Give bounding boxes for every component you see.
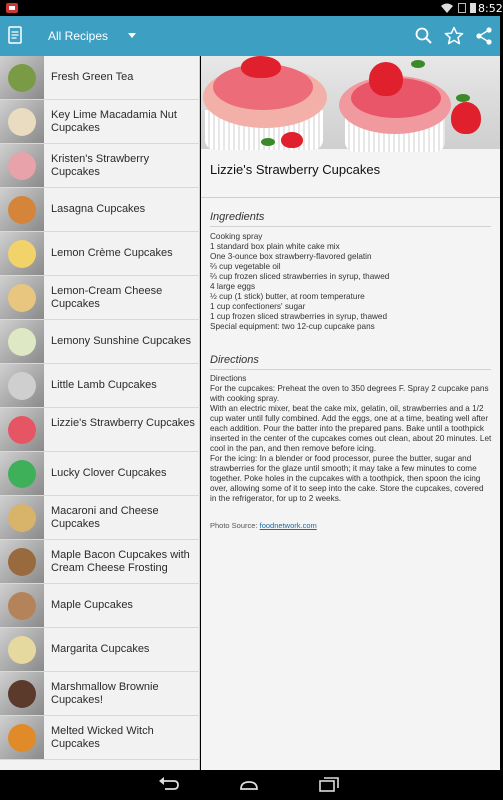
wifi-icon <box>440 2 454 14</box>
list-item[interactable] <box>0 584 200 628</box>
recipe-thumbnail <box>0 716 44 759</box>
list-item[interactable] <box>0 716 200 760</box>
notification-icon <box>6 3 18 13</box>
star-icon[interactable] <box>444 26 464 46</box>
photo-source-label: Photo Source: <box>210 521 258 530</box>
directions-paragraph: For the icing: In a blender or food processor, puree the butter, sugar and strawberries for the glaze until smooth; it may take a few minutes to come together. Poke holes in the cupcakes with a toothpick, then spoon the icing over, allowing some of it to seep into the cake. Store the cupcakes, covered in the refrigerator, for up to 2 weeks. <box>210 454 484 503</box>
search-icon[interactable] <box>414 26 434 46</box>
list-item-label: Fresh Green Tea <box>51 71 134 83</box>
list-item-label: Margarita Cupcakes <box>51 643 150 655</box>
recipe-thumbnail <box>0 232 44 275</box>
list-item[interactable] <box>0 408 200 452</box>
recipe-thumbnail <box>0 188 44 231</box>
list-item[interactable] <box>0 628 200 672</box>
spinner-label: All Recipes <box>48 29 109 43</box>
ingredients-divider <box>210 226 491 227</box>
list-item[interactable] <box>0 100 200 144</box>
recipe-list[interactable] <box>0 56 200 770</box>
list-item-label: Maple Cupcakes <box>51 599 133 611</box>
recipe-title: Lizzie's Strawberry Cupcakes <box>210 162 381 177</box>
sim-icon <box>458 3 466 13</box>
directions-heading: Directions <box>210 354 259 366</box>
list-item-label: Maple Bacon Cupcakes with Cream Cheese Frosting <box>51 549 190 574</box>
directions-paragraph: For the cupcakes: Preheat the oven to 350 degrees F. Spray 2 cupcake pans with cooking spray. <box>210 384 489 403</box>
list-item-label: Kristen's Strawberry Cupcakes <box>51 153 150 178</box>
list-item-label: Lasagna Cupcakes <box>51 203 146 215</box>
home-icon[interactable] <box>238 776 260 794</box>
back-icon[interactable] <box>158 776 180 794</box>
category-spinner[interactable] <box>48 16 148 56</box>
recipe-thumbnail <box>0 144 44 187</box>
recipe-thumbnail <box>0 408 44 451</box>
list-item-label: Melted Wicked Witch Cupcakes <box>51 725 154 750</box>
list-item-label: Key Lime Macadamia Nut Cupcakes <box>51 109 177 134</box>
list-item-label: Macaroni and Cheese Cupcakes <box>51 505 159 530</box>
recipe-thumbnail <box>0 628 44 671</box>
list-item-label: Lemon-Cream Cheese Cupcakes <box>51 285 163 310</box>
share-icon[interactable] <box>474 26 494 46</box>
list-item-label: Lucky Clover Cupcakes <box>51 467 167 479</box>
recipe-thumbnail <box>0 540 44 583</box>
list-item[interactable] <box>0 232 200 276</box>
directions-paragraph: Directions <box>210 374 247 383</box>
list-item-label: Marshmallow Brownie Cupcakes! <box>51 681 159 706</box>
list-item[interactable] <box>0 452 200 496</box>
recipe-photo <box>201 56 500 149</box>
title-divider <box>201 197 500 198</box>
directions-divider <box>210 369 491 370</box>
list-item[interactable] <box>0 276 200 320</box>
photo-source <box>210 521 317 530</box>
recipe-thumbnail <box>0 364 44 407</box>
ingredients-text: Cooking spray 1 standard box plain white cake mix One 3-ounce box strawberry-flavored gelatin ⅔ cup vegetable oil ⅔ cup frozen sliced strawberries in syrup, thawed 4 large eggs ½ cup (1 stick) butter, at room temperature 1 cup confectioners' sugar 1 cup frozen sliced strawberries in syrup, thawed Special equipment: two 12-cup cupcake pans <box>210 232 390 331</box>
recipe-thumbnail <box>0 672 44 715</box>
recipe-thumbnail <box>0 584 44 627</box>
action-bar <box>0 16 500 56</box>
list-item[interactable] <box>0 144 200 188</box>
navigation-bar <box>0 770 500 800</box>
list-item[interactable] <box>0 56 200 100</box>
list-item-label: Lemony Sunshine Cupcakes <box>51 335 192 347</box>
recipe-thumbnail <box>0 320 44 363</box>
app-logo-icon[interactable] <box>8 26 22 44</box>
status-bar <box>0 0 503 16</box>
recent-apps-icon[interactable] <box>318 776 340 794</box>
directions-text <box>210 374 492 504</box>
list-item[interactable] <box>0 320 200 364</box>
recipe-thumbnail <box>0 100 44 143</box>
list-item-label: Little Lamb Cupcakes <box>51 379 157 391</box>
recipe-thumbnail <box>0 496 44 539</box>
list-item[interactable] <box>0 540 200 584</box>
list-item-label: Lizzie's Strawberry Cupcakes <box>51 417 195 429</box>
status-time: 8:52 <box>478 2 503 15</box>
chevron-down-icon <box>128 33 136 38</box>
list-item[interactable] <box>0 364 200 408</box>
list-item[interactable] <box>0 188 200 232</box>
recipe-thumbnail <box>0 56 44 99</box>
list-item[interactable] <box>0 496 200 540</box>
recipe-detail <box>201 56 500 770</box>
battery-icon <box>470 3 476 13</box>
list-item-label: Lemon Crème Cupcakes <box>51 247 173 259</box>
list-item[interactable] <box>0 672 200 716</box>
ingredients-heading: Ingredients <box>210 211 265 223</box>
recipe-thumbnail <box>0 276 44 319</box>
directions-paragraph: With an electric mixer, beat the cake mix, gelatin, oil, strawberries and a 1/2 cup water until fully combined. Add the eggs, one at a time, beating well after each addition. Pour the batter into the prepared pans. Bake until a toothpick inserted in the center of the cupcakes comes out clean, about 20 minutes. Let cool in the pan, and then remove before icing. <box>210 404 492 453</box>
photo-source-link[interactable]: foodnetwork.com <box>259 521 317 530</box>
recipe-thumbnail <box>0 452 44 495</box>
